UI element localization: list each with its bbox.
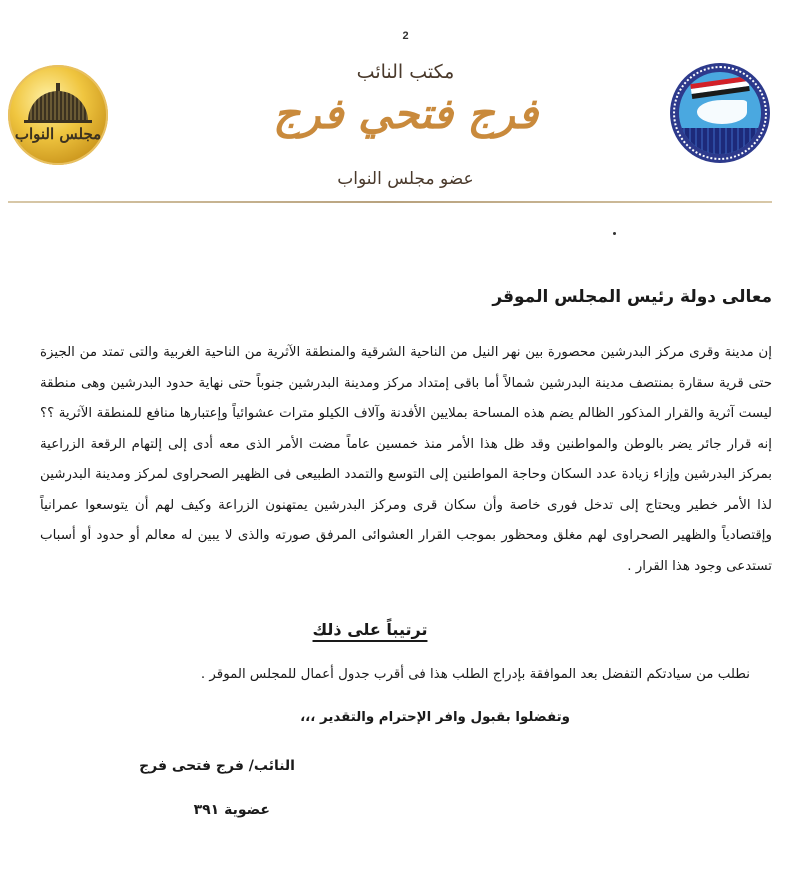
mp-role: عضو مجلس النواب <box>337 169 474 189</box>
body-paragraph: إن مدينة وقرى مركز البدرشين محصورة بين نهر النيل من الناحية الشرقية والمنطقة الآثرية من الناحية الغربية والتى تمتد من الجيزة حتى قرية سقارة بمنتصف مدينة البدرشين شمالاً أما باقى إمتداد مركز ومدينة البدرشين جنوباً حتى نهاية حدود البدرشين وهى منطقة ليست آثرية والقرار المذكور الظالم يضم هذه المساحة بملايين الأفدنة وآلاف الكيلو مترات عشوائياً وإعتبارها منافع للمنطقة الآثرية ؟؟ إنه قرار جائر يضر بالوطن والمواطنين وقد ظل هذا الأمر منذ خمسين عاماً مضت الأمر الذى معه أدى إلى إلتهام الرقعة الزراعية بمركز البدرشين وإزاء زيادة عدد السكان وحاجة المواطنين إلى التوسع والتمدد الطبيعى فى الظهير الصحراوى لمركز ومدينة البدرشين لذا الأمر خطير ويحتاج إلى تدخل فورى خاصة وأن سكان قرى ومركز البدرشين يمتهنون الزراعة وكيف لهم أن يتوسعوا عمرانياً وإقتصادياً والظهير الصحراوى لهم مغلق ومحظور بموجب القرار العشوائى المرفق صورته والذى لا يبين له معالم أو حدود أو أسباب تستدعى وجود هذا القرار . <box>40 345 772 574</box>
party-emblem-icon <box>670 63 770 163</box>
parliament-emblem-text: مجلس النواب <box>14 125 102 143</box>
page-number: 2 <box>402 30 409 42</box>
salutation: معالى دولة رئيس المجلس الموقر <box>492 287 772 307</box>
office-title: مكتب النائب <box>356 61 455 83</box>
signature-name: النائب/ فرج فتحى فرج <box>139 758 295 774</box>
crowd-silhouette-icon <box>679 128 761 154</box>
header-divider <box>8 201 772 203</box>
request-paragraph: نطلب من سيادتكم التفضل بعد الموافقة بإدراج الطلب هذا فى أقرب جدول أعمال للمجلس الموقر . <box>200 667 750 682</box>
letterhead <box>0 55 811 195</box>
party-emblem-inner <box>679 72 761 154</box>
section-heading <box>40 620 780 639</box>
closing-line: وتفضلوا بقبول وافر الإحترام والتقدير ،،، <box>300 710 570 725</box>
section-heading-text: ترتيباً على ذلك <box>312 620 428 639</box>
mp-name-calligraphy: فرج فتحي فرج <box>273 89 538 138</box>
egypt-flag-icon <box>690 76 750 99</box>
scan-speck <box>613 232 616 235</box>
eagle-icon <box>697 100 747 124</box>
membership-number: عضوية ٣٩١ <box>193 802 270 818</box>
